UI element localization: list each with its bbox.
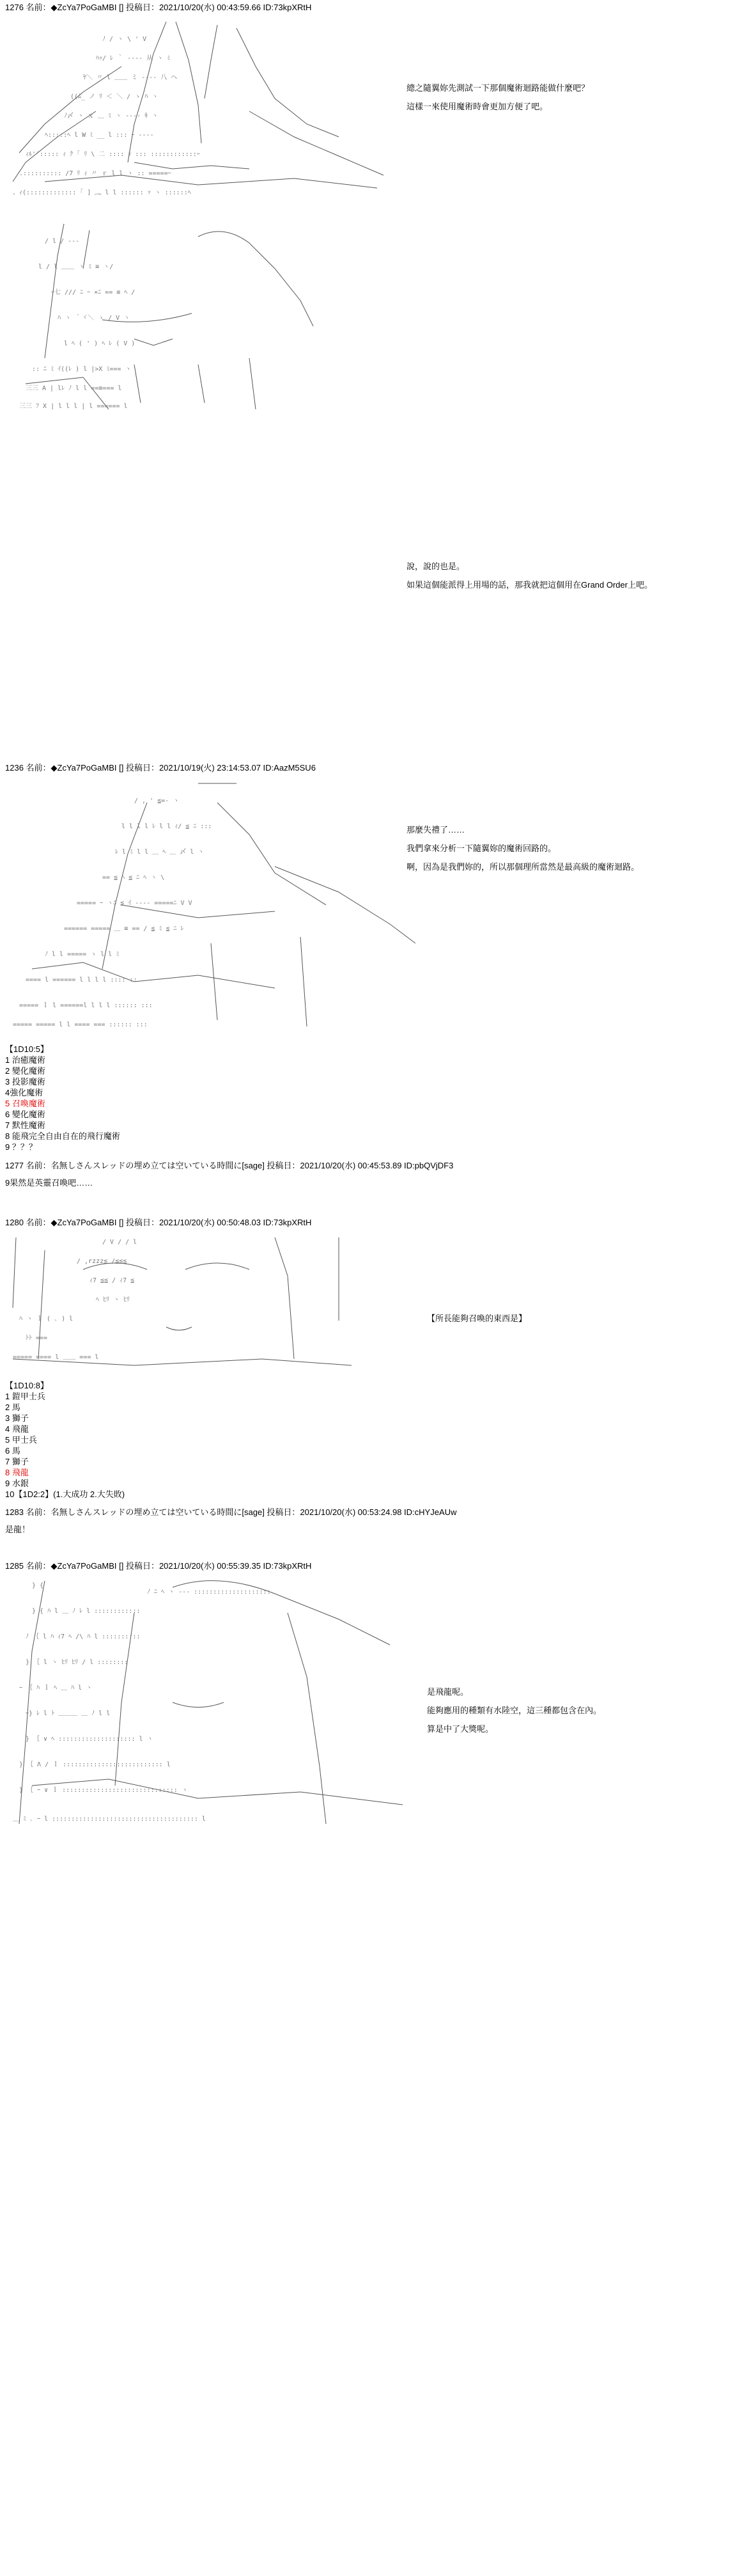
post-header-1283: 1283 名前：名無しさんスレッドの埋め立ては空いている時間に[sage] 投稿日：2021/10/20(水) 00:53:24.98 ID:cHYJeAUw — [5, 1507, 457, 1517]
ascii-art-girl-nervous — [6, 217, 364, 413]
roll-item: 1 鎧甲士兵 — [5, 1392, 45, 1401]
svg-text:、ｨ(::::::::::::: ｢ ] ︷: 、ｨ(::::::::::::: ｢ ] ︷ l l :::::: ｯ ヽ ::::::ﾍ — [13, 189, 191, 196]
roll-item: 5 甲士兵 — [5, 1435, 37, 1445]
svg-text:ﾉ l l ===== ゝ l l ﾐ: ﾉ l l ===== ゝ l l ﾐ — [45, 951, 120, 958]
svg-text:ﾍ:::::ﾍ l W ﾐ __ l ::: ｰ: ﾍ:::::ﾍ l W ﾐ __ l ::: ｰ ---- — [45, 132, 154, 139]
roll-title: 【1D10:8】 — [5, 1381, 49, 1390]
svg-text:ﾍ ﾋﾘ ヽ ﾋﾘ: ﾍ ﾋﾘ ヽ ﾋﾘ — [96, 1296, 130, 1303]
post-header-1277: 1277 名前：名無しさんスレッドの埋め立ては空いている時間に[sage] 投稿日：2021/10/20(水) 00:45:53.89 ID:pbQVjDF3 — [5, 1161, 454, 1170]
dialog-1285 — [427, 1686, 601, 1741]
dialog-line: 算是中了大獎呢。 — [427, 1724, 494, 1734]
dialog-line: 如果這個能派得上用場的話，那我就把這個用在Grand Order上吧。 — [407, 580, 653, 590]
post-body-1277: 9果然是英靈召喚吧…… — [5, 1178, 93, 1188]
svg-text:l l l l ﾚ l l ｨ/ ≦ ﾆ :::: l l l l ﾚ l l ｨ/ ≦ ﾆ ::: — [121, 823, 212, 830]
svg-text:} ｛ ｰ ∨ ｌ ::::::::::::::::: } ｛ ｰ ∨ ｌ :::::::::::::::::::::::::::::: ヽ — [19, 1787, 188, 1794]
svg-text:/ , ' ≦=- ヽ: / , ' ≦=- ヽ — [134, 797, 180, 805]
ascii-art-director-face — [6, 1231, 364, 1372]
svg-text:} ｛ l ヽ ﾋﾘ ﾋﾘ / l: } ｛ l ヽ ﾋﾘ ﾋﾘ / l :::::::: — [26, 1659, 128, 1666]
ascii-art-director-smiling-drawing — [6, 1575, 415, 1830]
svg-text:ｨ7 ≦≦ / ｨ7 ≦: ｨ7 ≦≦ / ｨ7 ≦ — [89, 1277, 135, 1284]
dialog-line: 是飛龍呢。 — [427, 1687, 469, 1697]
roll-item: 7 默性魔術 — [5, 1120, 45, 1130]
dialog-line: 【所長能夠召喚的東西是】 — [427, 1314, 527, 1323]
ascii-art-girl-nervous-drawing — [6, 217, 364, 413]
svg-text:} {: } { — [32, 1582, 44, 1589]
dialog-line: 總之隨翼妳先測試一下那個魔術迴路能做什麼吧？ — [407, 83, 590, 93]
roll-item-selected: 8 飛龍 — [5, 1468, 29, 1477]
roll-item: 8 能飛完全自由自在的飛行魔術 — [5, 1131, 120, 1141]
svg-text:ﾉ ﾆ ﾍ ヽ --- ::::::::::::::: ﾉ ﾆ ﾍ ヽ --- :::::::::::::::::::: — [147, 1589, 271, 1596]
ascii-art-director-face-drawing — [6, 1231, 364, 1372]
svg-text:l / l ＿＿ ヽ ﾐ ≡ ヽ/: l / l ＿＿ ヽ ﾐ ≡ ヽ/ — [38, 263, 114, 271]
svg-text:==== l ====== l l l l ::: ==== l ====== l l l l :::: :: — [26, 977, 137, 984]
svg-text:===== ｌ l ======l l l l ::::::: ===== ｌ l ======l l l l :::::: ::: — [19, 1002, 153, 1009]
roll-item: 4 飛龍 — [5, 1424, 29, 1434]
dialog-line: 能夠應用的種類有水陸空，這三種都包含在內。 — [427, 1706, 602, 1715]
svg-text:/ ,rzzz≦ /≦≦≦: / ,rzzz≦ /≦≦≦ — [77, 1258, 127, 1265]
post-header-1280: 1280 名前：◆ZcYa7PoGaMBI [] 投稿日：2021/10/20(水) 00:50:48.03 ID:73kpXRtH — [5, 1218, 312, 1227]
svg-text:ｰ} ﾚ l ﾄ ＿＿＿ ＿ ﾉ l l: ｰ} ﾚ l ﾄ ＿＿＿ ＿ ﾉ l l — [26, 1710, 111, 1717]
svg-text:/ l / ---: / l / --- — [45, 238, 80, 245]
svg-text:三三 A | lﾚ ﾉ l l ==≡=== l: 三三 A | lﾚ ﾉ l l ==≡=== l — [26, 385, 122, 392]
svg-text:ｨﾙ''::::: ｨ ｸ ｢ ﾘ \ 二 ::::: ｨﾙ''::::: ｨ ｸ ｢ ﾘ \ 二 :::: ｼ ::: ::::::::::::ｰ — [26, 151, 200, 158]
svg-text:} { ﾊ l ＿ ﾉ ﾚ l: } { ﾊ l ＿ ﾉ ﾚ l :::::::::::: — [32, 1608, 141, 1615]
svg-text:/ V / / l: / V / / l — [102, 1239, 137, 1246]
svg-text:ﾚ l ﾐ l l ＿ ﾍ ＿ 〆 l ヽ: ﾚ l ﾐ l l ＿ ﾍ ＿ 〆 l ヽ — [115, 849, 205, 856]
dialog-1276-a — [407, 82, 589, 119]
ascii-art-hero-group-drawing — [6, 15, 390, 207]
ascii-art-director-smiling — [6, 1575, 415, 1830]
svg-text:l ﾍ ( ' ) ﾍ ﾚ ( V ): l ﾍ ( ' ) ﾍ ﾚ ( V ) — [64, 340, 136, 347]
svg-text:} ｛ ∨ ﾍ :::::::::::::::::: } ｛ ∨ ﾍ :::::::::::::::::::: l ヽ — [26, 1736, 153, 1743]
svg-text:ﾉ / ヽ \ ' V: ﾉ / ヽ \ ' V — [102, 36, 147, 43]
svg-text:ﾊ ヽ ｌ ( ､ ) l: ﾊ ヽ ｌ ( ､ ) l — [19, 1315, 74, 1323]
svg-text:.:::::::::: /7 ﾘ ｨ 〃 ｒ: .:::::::::: /7 ﾘ ｨ 〃 ｒ l l ヽ :: =====ｰ — [19, 170, 171, 177]
svg-text:ｰ ｛ ﾊ ｌ ﾍ ＿ ﾊ l: ｰ ｛ ﾊ ｌ ﾍ ＿ ﾊ l ヽ — [19, 1685, 93, 1692]
roll-item: 2 馬 — [5, 1402, 20, 1412]
ascii-art-hero-group — [6, 15, 390, 207]
svg-text:ﾊ ヽ ｀ヾ＼ ゝ / V ヽ: ﾊ ヽ ｀ヾ＼ ゝ / V ヽ — [58, 315, 130, 322]
roll-item: 1 治癒魔術 — [5, 1055, 45, 1065]
svg-text::: ﾆ ﾐ ｲ((ﾚ ) l |>X ﾐ=== ヽ: :: ﾆ ﾐ ｲ((ﾚ ) l |>X ﾐ=== ヽ — [32, 366, 132, 373]
roll-title: 【1D10:5】 — [5, 1044, 49, 1054]
svg-text:＿ ﾐ ､ ｰ l ::::::::::::::::: ＿ ﾐ ､ ｰ l :::::::::::::::::::::::::::::::::::::: l — [13, 1816, 206, 1823]
svg-text:((ﾑ_ ノ ﾘ ＜ ＼ / ゝ ﾊ ヽ: ((ﾑ_ ノ ﾘ ＜ ＼ / ゝ ﾊ ヽ — [70, 93, 159, 100]
dialog-line: 說，說的也是。 — [407, 562, 465, 571]
roll-list-1280 — [5, 1380, 125, 1500]
roll-item: 9 水銀 — [5, 1479, 29, 1488]
dialog-line: 那麼失禮了…… — [407, 825, 465, 835]
svg-text:ｰ七 /// ﾆ ｰ ×ﾆ == ≡ ﾍ /: ｰ七 /// ﾆ ｰ ×ﾆ == ≡ ﾍ / — [51, 289, 136, 296]
roll-item: 3 投影魔術 — [5, 1077, 45, 1087]
roll-item: 3 獅子 — [5, 1413, 29, 1423]
svg-text:===== ｰ ヽﾆ ≦ ｲ ---- =====ﾆ: ===== ｰ ヽﾆ ≦ ｲ ---- =====ﾆ V V — [77, 900, 192, 907]
svg-text:== ≦ ﾍ ≦ ﾆ ﾍ ヽ \: == ≦ ﾍ ≦ ﾆ ﾍ ヽ \ — [102, 874, 165, 881]
dialog-1280 — [427, 1312, 527, 1331]
dialog-line: 這樣一來使用魔術時會更加方便了吧。 — [407, 102, 548, 111]
roll-item: 9 ？？？ — [5, 1142, 37, 1152]
svg-text:===== ==== l ＿＿ === l: ===== ==== l ＿＿ === l — [13, 1354, 99, 1361]
roll-item: 10【1D2:2】(1.大成功 2.大失敗) — [5, 1489, 125, 1499]
dialog-1276-b — [407, 560, 653, 597]
roll-list-1236 — [5, 1044, 120, 1152]
dialog-line: 我們拿來分析一下隨翼妳的魔術回路的。 — [407, 844, 557, 853]
roll-item: 2 變化魔術 — [5, 1066, 45, 1076]
svg-text:ﾄﾄ ===: ﾄﾄ === — [26, 1335, 48, 1342]
post-header-1276: 1276 名前：◆ZcYa7PoGaMBI [] 投稿日：2021/10/20(水) 00:43:59.66 ID:73kpXRtH — [5, 3, 312, 12]
post-body-1283: 是龍！ — [5, 1525, 31, 1534]
svg-text:三三 ﾌ X | l l l | l =====: 三三 ﾌ X | l l l | l ====== l — [19, 403, 128, 410]
dialog-line: 啊，因為是我們妳的，所以那個理所當然是最高級的魔術迴路。 — [407, 862, 640, 872]
roll-item-selected: 5 召喚魔術 — [5, 1099, 45, 1108]
svg-text:====== ===== ＿ ≡ == / ≦ ﾐ: ====== ===== ＿ ≡ == / ≦ ﾐ ≦ ﾆ ﾚ — [64, 925, 184, 932]
ascii-art-girl-examining-drawing — [6, 777, 415, 1030]
ascii-art-girl-examining — [6, 777, 415, 1030]
svg-text:ﾔ＼ 〃 l ＿＿ ミ ---- 八 ヘ: ﾔ＼ 〃 l ＿＿ ミ ---- 八 ヘ — [83, 74, 178, 81]
svg-text:} ｛ Λ / ｌ :::::::::::::::: } ｛ Λ / ｌ :::::::::::::::::::::::::: l — [19, 1761, 171, 1768]
svg-text:ﾉ〆 ヽ ｘ ＿ ﾐ ヽ ---- ｷ ヽ: ﾉ〆 ヽ ｘ ＿ ﾐ ヽ ---- ｷ ヽ — [64, 113, 159, 120]
roll-item: 4強化魔術 — [5, 1088, 43, 1097]
roll-item: 6 變化魔術 — [5, 1110, 45, 1119]
post-header-1236: 1236 名前：◆ZcYa7PoGaMBI [] 投稿日：2021/10/19(火) 23:14:53.07 ID:AazM5SU6 — [5, 763, 316, 773]
roll-item: 7 獅子 — [5, 1457, 29, 1466]
svg-text:ﾊｯ/ ﾚ ｀ ---- 从 ヽ ﾐ: ﾊｯ/ ﾚ ｀ ---- 从 ヽ ﾐ — [96, 55, 171, 62]
dialog-1236 — [407, 824, 639, 879]
svg-text:===== ===== l l ==== === :::: ===== ===== l l ==== === :::::: ::: — [13, 1021, 148, 1028]
post-header-1285: 1285 名前：◆ZcYa7PoGaMBI [] 投稿日：2021/10/20(水) 00:55:39.35 ID:73kpXRtH — [5, 1561, 312, 1571]
svg-text:ﾉ ｛ l ﾊ ｨ7 ﾍ /\ ﾊ l: ﾉ ｛ l ﾊ ｨ7 ﾍ /\ ﾊ l :::::::::: — [26, 1633, 141, 1640]
roll-item: 6 馬 — [5, 1446, 20, 1456]
